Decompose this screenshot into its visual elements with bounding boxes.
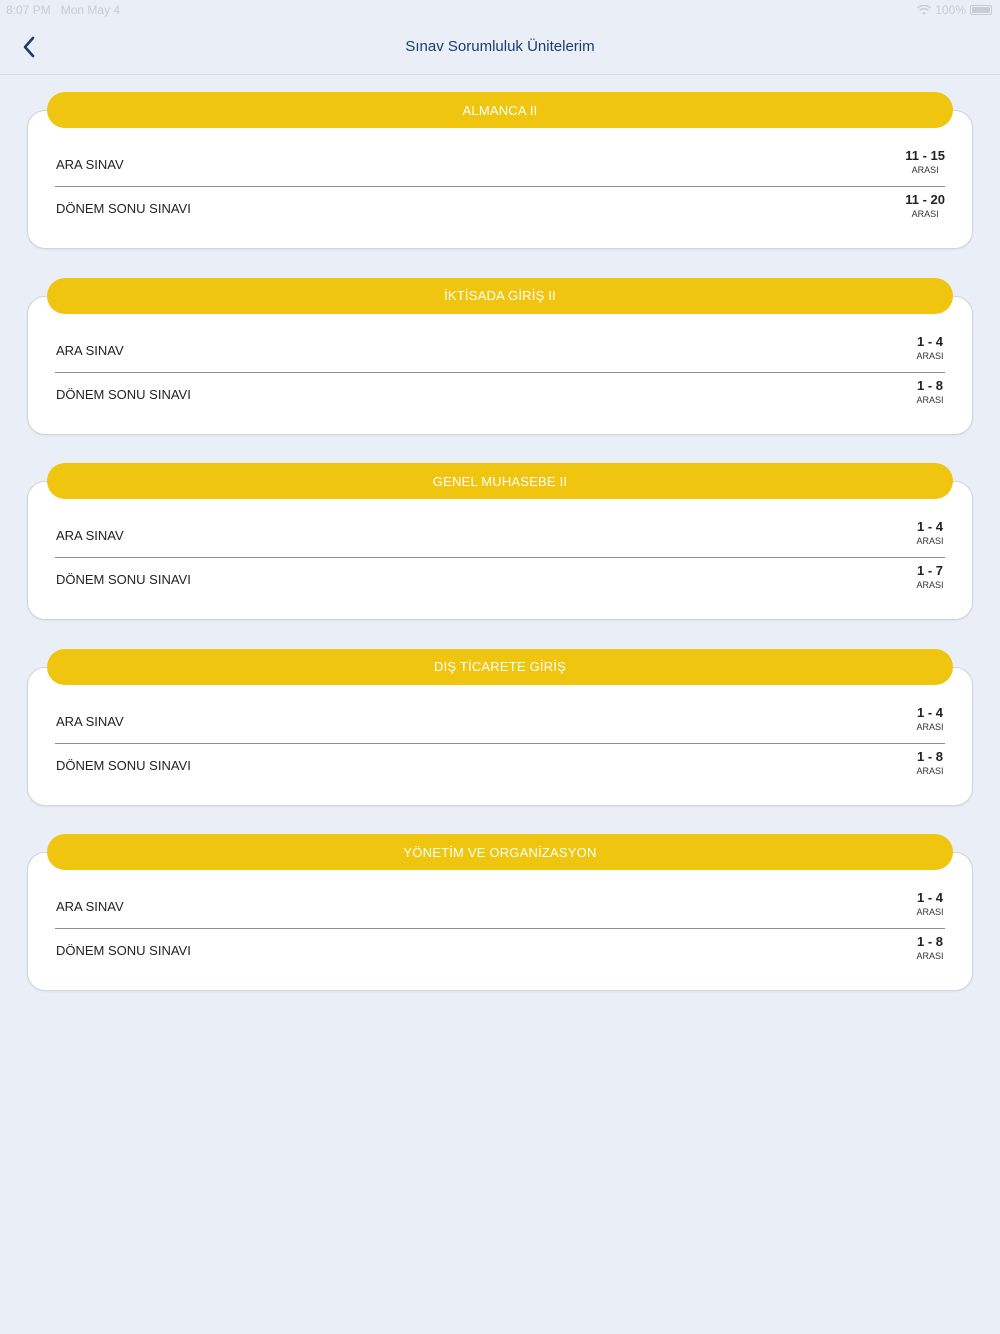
range-unit: ARASI [911, 165, 939, 175]
wifi-icon [917, 5, 931, 16]
course-title: ALMANCA II [47, 92, 953, 128]
nav-bar [0, 20, 1000, 75]
course-card-body [27, 852, 973, 991]
course-title: YÖNETİM VE ORGANİZASYON [47, 834, 953, 870]
range-unit: ARASI [916, 721, 944, 732]
unit-range [915, 563, 945, 591]
list-item [55, 329, 945, 373]
range-unit: ARASI [911, 209, 939, 219]
unit-range [915, 705, 945, 733]
list-item [55, 373, 945, 417]
exam-label: DÖNEM SONU SINAVI [56, 201, 191, 216]
unit-range [915, 334, 945, 362]
range-value: 1 - 8 [916, 748, 943, 764]
course-list [27, 92, 973, 1020]
range-value: 1 - 7 [916, 563, 943, 578]
range-unit: ARASI [916, 907, 944, 917]
unit-range [915, 749, 945, 777]
exam-label: DÖNEM SONU SINAVI [56, 386, 191, 402]
course-card-body [27, 110, 973, 249]
list-item [55, 558, 945, 602]
list-item [55, 187, 945, 231]
exam-label: DÖNEM SONU SINAVI [56, 943, 191, 958]
list-item [55, 143, 945, 187]
range-unit: ARASI [916, 350, 944, 361]
page-title: Sınav Sorumluluk Ünitelerim [405, 38, 595, 55]
course-card [27, 92, 973, 249]
status-time [6, 3, 120, 17]
unit-range [915, 519, 945, 547]
range-unit: ARASI [916, 580, 944, 590]
range-value: 1 - 8 [916, 934, 943, 949]
course-card-body [27, 481, 973, 620]
exam-label: ARA SINAV [56, 157, 124, 172]
range-value: 1 - 4 [916, 333, 943, 349]
exam-label: DÖNEM SONU SINAVI [56, 572, 191, 587]
exam-label: ARA SINAV [56, 713, 124, 729]
course-title: İKTİSADA GİRİŞ II [47, 278, 953, 314]
battery-icon [970, 5, 992, 15]
range-value: 1 - 4 [916, 704, 943, 720]
list-item [55, 929, 945, 973]
status-bar [0, 0, 1000, 20]
range-value: 1 - 8 [916, 377, 943, 393]
range-value: 11 - 20 [905, 192, 945, 207]
course-title: DIŞ TİCARETE GİRİŞ [47, 649, 953, 685]
course-card-body [27, 667, 973, 806]
course-card-body [27, 296, 973, 435]
range-value: 1 - 4 [916, 890, 943, 905]
exam-label: DÖNEM SONU SINAVI [56, 757, 191, 773]
status-time-text: 8:07 PM [6, 3, 51, 17]
range-value: 1 - 4 [916, 519, 943, 534]
list-item [55, 514, 945, 558]
status-date-text: Mon May 4 [60, 3, 121, 17]
list-item [55, 744, 945, 788]
course-card [27, 278, 973, 435]
range-unit: ARASI [916, 536, 944, 546]
range-unit: ARASI [916, 951, 944, 961]
list-item [55, 885, 945, 929]
unit-range [915, 378, 945, 406]
exam-label: ARA SINAV [56, 342, 124, 358]
exam-label: ARA SINAV [56, 899, 124, 914]
range-value: 11 - 15 [905, 148, 945, 163]
course-title: GENEL MUHASEBE II [47, 463, 953, 499]
unit-range [905, 192, 945, 220]
range-unit: ARASI [916, 394, 944, 405]
course-card [27, 463, 973, 620]
range-unit: ARASI [916, 765, 944, 776]
list-item [55, 700, 945, 744]
battery-percent: 100% [935, 3, 966, 17]
unit-range [915, 934, 945, 962]
course-card [27, 834, 973, 991]
status-right [917, 3, 966, 17]
unit-range [915, 890, 945, 918]
unit-range [905, 148, 945, 176]
course-card [27, 649, 973, 806]
exam-label: ARA SINAV [56, 528, 124, 543]
